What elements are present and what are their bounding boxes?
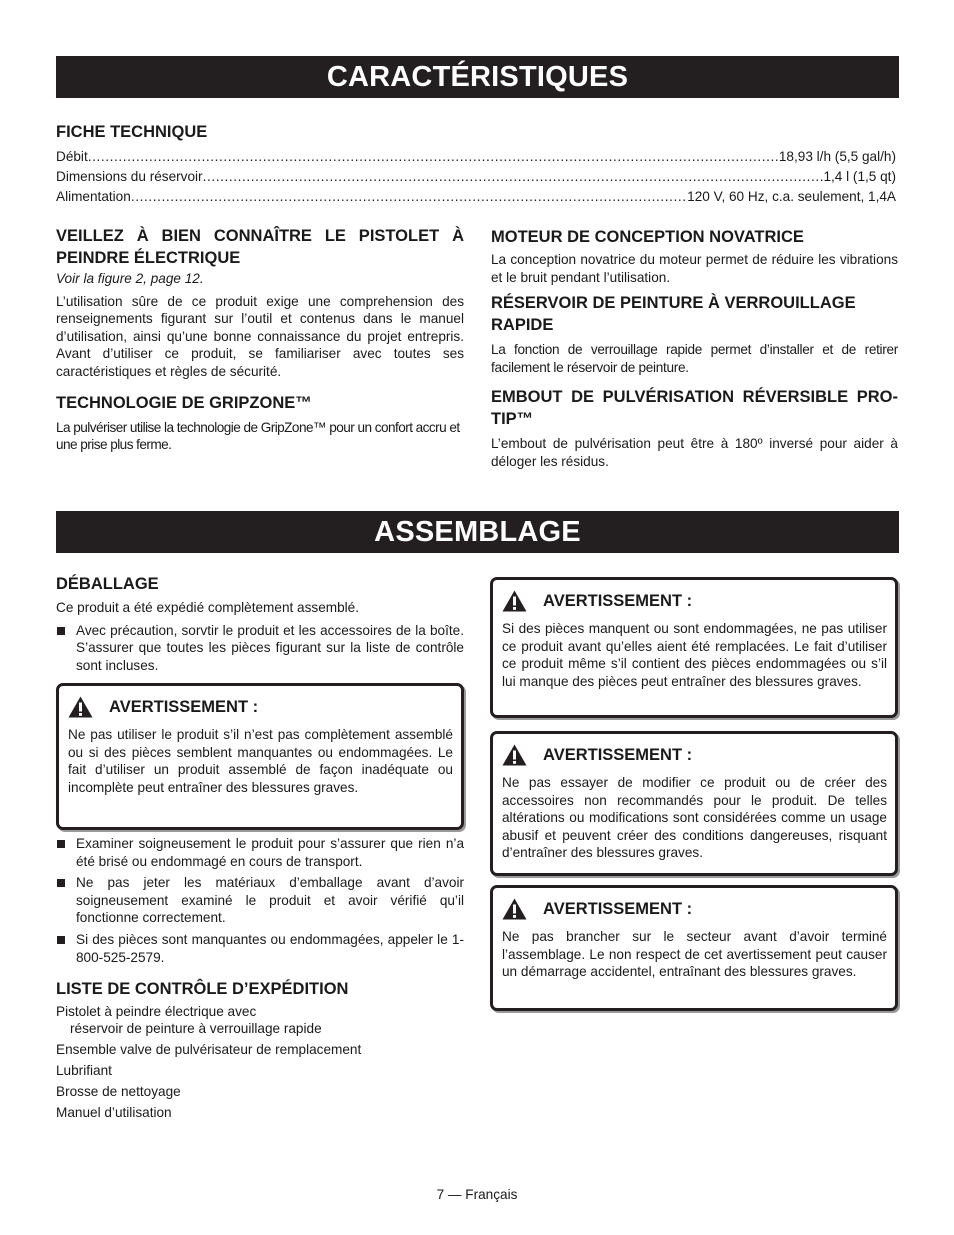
inspection-list [56, 835, 464, 966]
gripzone-body: La pulvériser utilise la technologie de GripZone™ pour un confort accru et une prise plus ferme. [56, 419, 460, 453]
checklist [56, 1003, 464, 1121]
fiche-technique-heading: FICHE TECHNIQUE [56, 123, 208, 141]
spec-leader-dots [131, 187, 687, 207]
list-item: Examiner soigneusement le produit pour s’assurer que rien n’a été brisé ou endommagé en cours de transport. [56, 835, 464, 870]
warning-triangle-icon [502, 590, 527, 612]
warning-box-assemblage [56, 683, 464, 830]
checklist-item: Ensemble valve de pulvérisateur de remplacement [56, 1042, 362, 1058]
assemblage-left-column [56, 574, 464, 674]
checklist-item: Brosse de nettoyage [56, 1084, 181, 1100]
embout-body: L’embout de pulvérisation peut être à 180º inversé pour aider à déloger les résidus. [491, 436, 898, 469]
spec-row-dimensions [56, 167, 896, 187]
warning-title: AVERTISSEMENT : [109, 697, 259, 716]
spec-value: 1,4 l (1,5 qt) [823, 169, 896, 184]
warning-box-branchement [490, 885, 898, 1011]
checklist-item-continuation: réservoir de peinture à verrouillage rapide [70, 1021, 322, 1037]
page-footer [0, 1187, 954, 1202]
warning-text: Ne pas essayer de modifier ce produit ou de créer des accessoires non recommandés pour le produit. De telles altérations ou modifications sont considérées comme un usage abusif et peuvent créer des conditions dangereuses, risquant d’entraîner des blessures graves. [502, 775, 887, 861]
section-banner-assemblage: ASSEMBLAGE [56, 511, 899, 553]
reservoir-heading: RÉSERVOIR DE PEINTURE À VERROUILLAGE RAPIDE [491, 294, 856, 335]
warning-triangle-icon [502, 744, 527, 766]
checklist-item: Manuel d’utilisation [56, 1105, 172, 1121]
warning-box-modifications [490, 731, 898, 876]
checklist-item: Lubrifiant [56, 1063, 112, 1079]
page-number-language: 7 — Français [436, 1187, 518, 1202]
warning-text: Si des pièces manquent ou sont endommagées, ne pas utiliser ce produit avant qu’elles aient été remplacées. Le fait d’utiliser ce produit même s’il contient des pièces endommagées ou s’il lui manque des pièces peut entraîner des blessures graves. [502, 621, 887, 689]
warning-box-pieces-manquantes [490, 577, 898, 718]
spec-leader-dots [203, 167, 824, 187]
spec-value: 120 V, 60 Hz, c.a. seulement, 1,4A [687, 189, 896, 204]
liste-controle-heading: LISTE DE CONTRÔLE D’EXPÉDITION [56, 980, 349, 999]
spec-label: Dimensions du réservoir [56, 169, 203, 184]
warning-title: AVERTISSEMENT : [543, 591, 693, 610]
connaitre-body: L’utilisation sûre de ce produit exige une comprehension des renseignements figurant sur l’outil et contenus dans le manuel d’utilisation, ainsi qu’une bonne connaissance du projet entrepris. Avant d’utiliser ce produit, se familiariser avec toutes ses caractéristiques et règles de sécurité. [56, 293, 464, 379]
deballage-heading: DÉBALLAGE [56, 575, 159, 593]
list-item: Si des pièces sont manquantes ou endommagées, appeler le 1-800-525-2579. [56, 931, 464, 966]
embout-heading: EMBOUT DE PULVÉRISATION RÉVERSIBLE PRO-TIP™ [491, 388, 898, 429]
warning-triangle-icon [68, 696, 93, 718]
warning-title: AVERTISSEMENT : [543, 745, 693, 764]
warning-text: Ne pas brancher sur le secteur avant d’avoir terminé l’assemblage. Le non respect de cet avertissement peut causer un démarrage accidentel, entraînant des blessures graves. [502, 929, 887, 980]
warning-title: AVERTISSEMENT : [543, 899, 693, 918]
spec-label: Débit [56, 149, 88, 164]
list-item: Avec précaution, sorvtir le produit et les accessoires de la boîte. S’assurer que toutes les pièces figurant sur la liste de contrôle sont incluses. [56, 622, 464, 675]
moteur-body: La conception novatrice du moteur permet de réduire les vibrations et le bruit pendant l’utilisation. [491, 252, 898, 285]
warning-triangle-icon [502, 898, 527, 920]
connaitre-heading: VEILLEZ À BIEN CONNAÎTRE LE PISTOLET À PEINDRE ÉLECTRIQUE [56, 227, 464, 267]
checklist-item: Pistolet à peindre électrique avec [56, 1004, 257, 1020]
warning-text: Ne pas utiliser le produit s’il n’est pas complètement assemblé ou si des pièces semblent manquantes ou endommagées. Le fait d’utiliser un produit assemblé de façon inadéquate ou incomplète peut entraîner des blessures graves. [68, 727, 453, 795]
assemblage-left-column-lower [56, 835, 464, 1121]
spec-row-debit [56, 147, 896, 167]
fiche-technique [56, 122, 896, 207]
caracteristiques-right-column [491, 227, 898, 471]
deballage-intro: Ce produit a été expédié complètement assemblé. [56, 600, 360, 615]
spec-row-alimentation [56, 187, 896, 207]
spec-leader-dots [88, 147, 779, 167]
moteur-heading: MOTEUR DE CONCEPTION NOVATRICE [491, 228, 804, 246]
reservoir-body: La fonction de verrouillage rapide permet d’installer et de retirer facilement le réservoir de peinture. [491, 342, 898, 375]
spec-value: 18,93 l/h (5,5 gal/h) [778, 149, 896, 164]
caracteristiques-left-column [56, 225, 464, 454]
section-banner-caracteristiques: CARACTÉRISTIQUES [56, 56, 899, 98]
gripzone-heading: TECHNOLOGIE DE GRIPZONE™ [56, 393, 312, 412]
list-item: Ne pas jeter les matériaux d’emballage avant d’avoir soigneusement examiné le produit et avoir vérifié qu’il fonctionne correctement. [56, 874, 464, 927]
figure-reference: Voir la figure 2, page 12. [56, 271, 204, 286]
deballage-list [56, 622, 464, 675]
spec-label: Alimentation [56, 189, 131, 204]
